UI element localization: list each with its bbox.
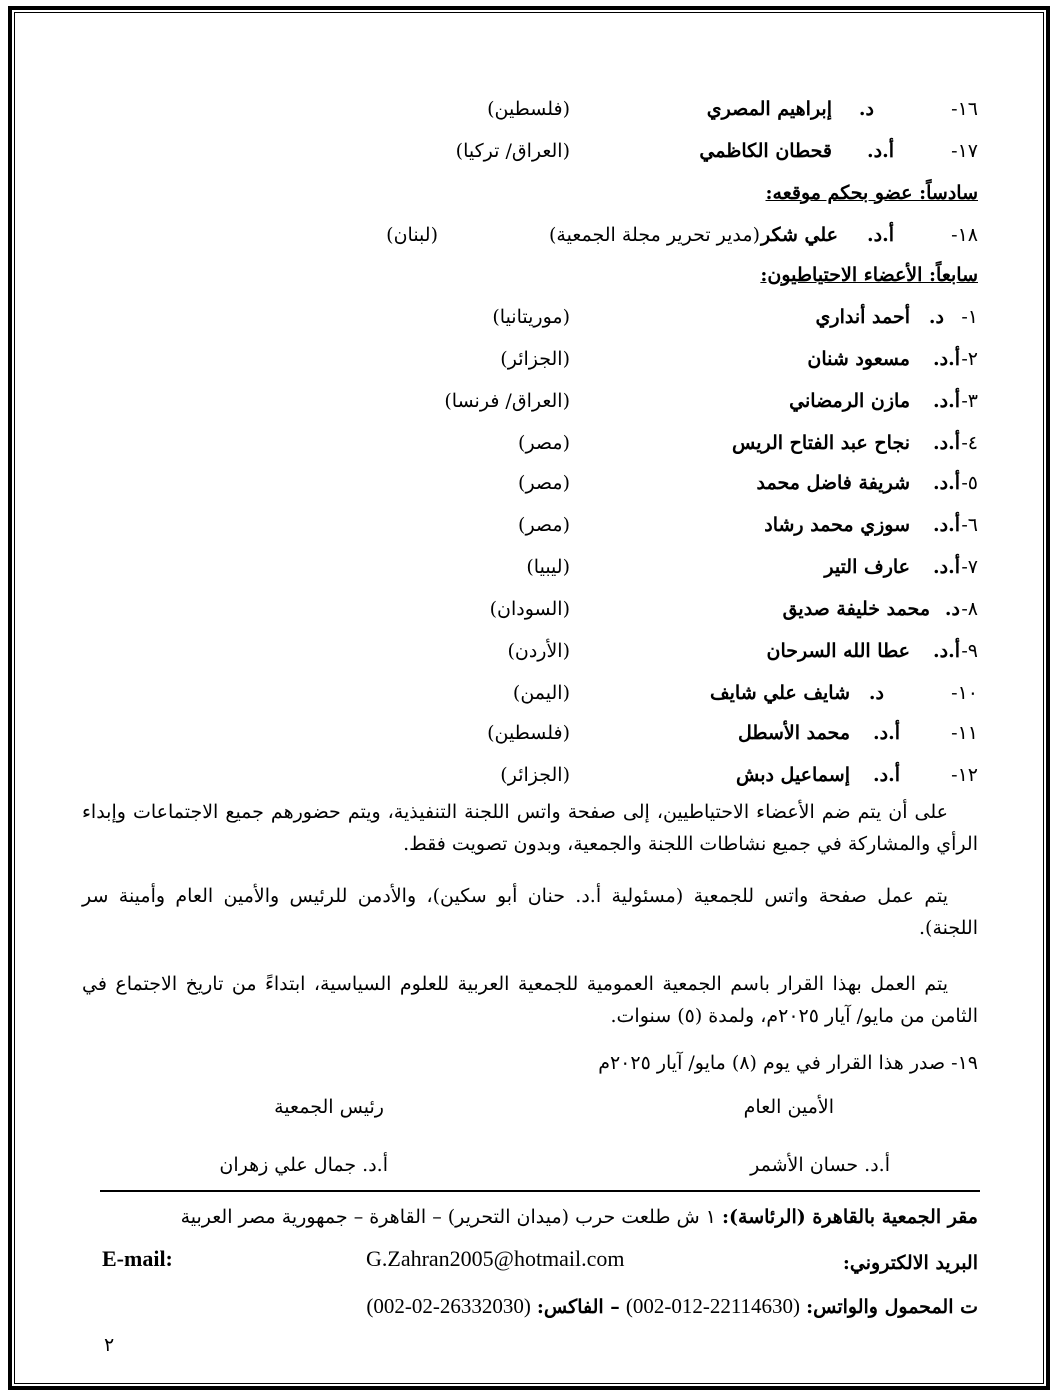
member-name: عطا الله السرحان: [766, 640, 910, 662]
member-name: نجاح عبد الفتاح الريس: [731, 432, 910, 454]
member-number: ١٨-: [951, 224, 978, 246]
member-name: شريفة فاضل محمد: [756, 472, 910, 494]
member-number: ١١-: [951, 722, 978, 744]
secretary-general-title: الأمين العام: [743, 1096, 834, 1118]
member-country: (لبنان): [386, 224, 438, 246]
member-title: أ.د.: [933, 640, 960, 662]
member-country: (ليبيا): [526, 556, 570, 578]
member-title: أ.د.: [933, 348, 960, 370]
paragraph-decision-effective: يتم العمل بهذا القرار باسم الجمعية العمومية للجمعية العربية للعلوم السياسية، ابتداءً من تاريخ الاجتماع في الثامن من مايو/ آيار ٢٠٢٥م، ولمدة (٥) سنوات.: [82, 973, 978, 1027]
member-title: أ.د.: [933, 432, 960, 454]
member-title: د.: [858, 98, 874, 120]
footer-address-line: [181, 1206, 978, 1228]
member-title: د.: [944, 598, 960, 620]
member-title: أ.د.: [867, 140, 894, 162]
member-country: (فلسطين): [487, 98, 570, 120]
member-country: (الأردن): [507, 640, 570, 662]
member-title: د.: [868, 682, 884, 704]
decree-line: ١٩- صدر هذا القرار في يوم (٨) مايو/ آيار ٢٠٢٥م: [598, 1052, 978, 1074]
fax-label: – الفاكس:: [536, 1296, 620, 1318]
member-name: محمد الأسطل: [737, 722, 850, 744]
member-role: (مدير تحرير مجلة الجمعية): [549, 224, 760, 246]
member-title: أ.د.: [867, 224, 894, 246]
member-number: ٥-: [961, 472, 978, 494]
member-title: أ.د.: [933, 556, 960, 578]
member-number: ١٧-: [951, 140, 978, 162]
member-name: مسعود شنان: [807, 348, 910, 370]
member-title: أ.د.: [933, 472, 960, 494]
member-country: (العراق/ فرنسا): [444, 390, 570, 412]
member-country: (الجزائر): [500, 348, 570, 370]
member-title: أ.د.: [873, 722, 900, 744]
member-name: إسماعيل دبش: [735, 764, 850, 786]
member-title: د.: [928, 306, 944, 328]
president-title: رئيس الجمعية: [274, 1096, 384, 1118]
member-number: ٣-: [961, 390, 978, 412]
page-number: ٢: [104, 1334, 115, 1356]
member-name: قحطان الكاظمي: [699, 140, 832, 162]
president-name: أ.د. جمال علي زهران: [219, 1154, 388, 1176]
email-label-arabic: البريد الالكتروني:: [842, 1252, 978, 1274]
member-country: (السودان): [489, 598, 570, 620]
member-country: (مصر): [518, 514, 570, 536]
member-number: ١٢-: [951, 764, 978, 786]
email-label-english: E-mail:: [102, 1246, 173, 1271]
fax-number: (002-02-26332030): [366, 1294, 531, 1318]
member-country: (العراق/ تركيا): [455, 140, 570, 162]
member-country: (اليمن): [512, 682, 570, 704]
mobile-number: (002-012-22114630): [625, 1294, 801, 1318]
hq-label: مقر الجمعية بالقاهرة (الرئاسة):: [722, 1206, 978, 1228]
member-name: سوزي محمد رشاد: [764, 514, 910, 536]
member-name: علي شكر: [761, 224, 838, 246]
section-heading: سادساً: عضو بحكم موقعه:: [765, 182, 978, 204]
member-name: أحمد أنداري: [815, 306, 910, 328]
secretary-general-name: أ.د. حسان الأشمر: [750, 1154, 890, 1176]
member-country: (مصر): [518, 472, 570, 494]
member-title: أ.د.: [873, 764, 900, 786]
member-country: (الجزائر): [500, 764, 570, 786]
member-number: ١-: [961, 306, 978, 328]
member-country: (مصر): [518, 432, 570, 454]
member-number: ٩-: [961, 640, 978, 662]
member-number: ١٦-: [951, 98, 978, 120]
member-name: مازن الرمضاني: [789, 390, 910, 412]
member-name: محمد خليفة صديق: [782, 598, 930, 620]
email-address[interactable]: G.Zahran2005@hotmail.com: [366, 1246, 625, 1271]
section-heading: سابعاً: الأعضاء الاحتياطيون:: [760, 264, 978, 286]
footer-divider: [100, 1190, 980, 1192]
member-country: (فلسطين): [487, 722, 570, 744]
footer-phone-line: [366, 1294, 978, 1319]
member-number: ١٠-: [951, 682, 978, 704]
member-name: شايف علي شايف: [709, 682, 850, 704]
mobile-label: ت المحمول والواتس:: [806, 1296, 978, 1318]
paragraph-whatsapp-page: يتم عمل صفحة واتس للجمعية (مسئولية أ.د. حنان أبو سكين)، والأدمن للرئيس والأمين العام وأمينة سر اللجنة).: [82, 885, 978, 939]
member-number: ٦-: [961, 514, 978, 536]
member-name: إبراهيم المصري: [706, 98, 832, 120]
member-title: أ.د.: [933, 390, 960, 412]
member-title: أ.د.: [933, 514, 960, 536]
member-number: ٧-: [961, 556, 978, 578]
hq-address: ١ ش طلعت حرب (ميدان التحرير) – القاهرة – جمهورية مصر العربية: [180, 1206, 716, 1228]
paragraph-reserve-members: على أن يتم ضم الأعضاء الاحتياطيين، إلى صفحة واتس اللجنة التنفيذية، ويتم حضورهم جميع الاجتماعات وإبداء الرأي والمشاركة في جميع نشاطات اللجنة والجمعية، وبدون تصويت فقط.: [82, 801, 978, 855]
member-number: ٢-: [961, 348, 978, 370]
member-country: (موريتانيا): [492, 306, 570, 328]
member-number: ٤-: [961, 432, 978, 454]
member-number: ٨-: [961, 598, 978, 620]
member-name: عارف التير: [824, 556, 910, 578]
